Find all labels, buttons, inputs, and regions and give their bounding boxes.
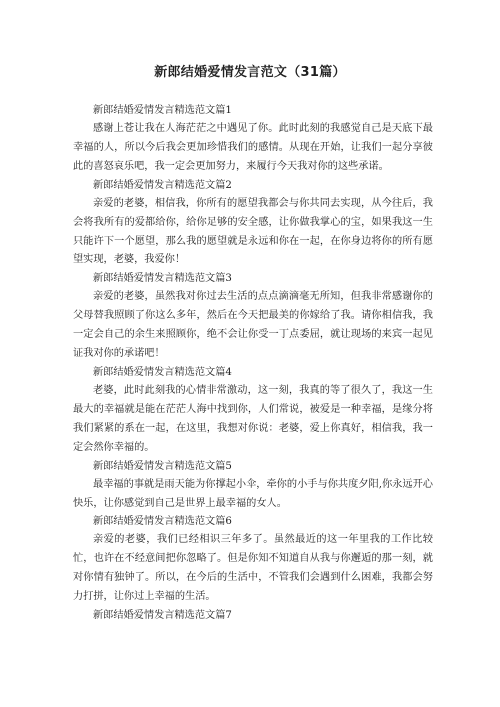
section-paragraph-3: 亲爱的老婆，虽然我对你过去生活的点点滴滴毫无所知，但我非常感谢你的父母替我照顾了你这么多年，然后在今天把最美的你嫁给了我。请你相信我，我一定会自己的余生来照顾你，绝不会让你受一丁点委屈，就让现场的来宾一起见证我对你的承诺吧！ bbox=[73, 291, 433, 360]
document-title: 新郎结婚爱情发言范文（31篇） bbox=[154, 65, 346, 80]
section-paragraph-4: 老婆，此时此刻我的心情非常激动，这一刻，我真的等了很久了，我这一生最大的幸福就是能在茫茫人海中找到你，人们常说，被爱是一种幸福，是缘分将我们紧紧的系在一起，在这里，我想对你说：老婆，爱上你真好，相信我，我一定会然你幸福的。 bbox=[73, 384, 433, 453]
section-heading-6: 新郎结婚爱情发言精选范文篇6 bbox=[93, 516, 232, 528]
section-heading-4: 新郎结婚爱情发言精选范文篇4 bbox=[93, 366, 232, 378]
section-heading-5: 新郎结婚爱情发言精选范文篇5 bbox=[93, 460, 232, 472]
section-heading-1: 新郎结婚爱情发言精选范文篇1 bbox=[93, 105, 232, 116]
section-paragraph-6: 亲爱的老婆，我们已经相识三年多了。虽然最近的这一年里我的工作比较忙，也许在不经意间把你忽略了。但是你知不知道自从我与你邂逅的那一刻，就对你情有独钟了。所以，在今后的生活中，不管我们会遇到什么困难，我都会努力打拼，让你过上幸福的生活。 bbox=[73, 534, 433, 603]
section-heading-7: 新郎结婚爱情发言精选范文篇7 bbox=[93, 610, 232, 622]
section-paragraph-5: 最幸福的事就是雨天能为你撑起小伞，牵你的小手与你共度夕阳,你永远开心快乐，让你感觉到自己是世界上最幸福的女人。 bbox=[73, 478, 433, 509]
section-heading-2: 新郎结婚爱情发言精选范文篇2 bbox=[93, 179, 232, 191]
section-paragraph-2: 亲爱的老婆，相信我，你所有的愿望我都会与你共同去实现，从今往后，我会将我所有的爱都给你，给你足够的安全感，让你做我掌心的宝，如果我这一生只能许下一个愿望，那么我的愿望就是永远和你在一起，在你身边将你的所有愿望实现，老婆，我爱你！ bbox=[73, 197, 433, 266]
section-heading-3: 新郎结婚爱情发言精选范文篇3 bbox=[93, 273, 232, 285]
document-body bbox=[73, 102, 433, 625]
section-paragraph-1: 感谢上苍让我在人海茫茫之中遇见了你。此时此刻的我感觉自己是天底下最幸福的人，所以今后我会更加珍惜我们的感情。从现在开始，让我们一起分享彼此的喜怒哀乐吧，我一定会更加努力，来履行今天我对你的这些承诺。 bbox=[73, 123, 433, 172]
